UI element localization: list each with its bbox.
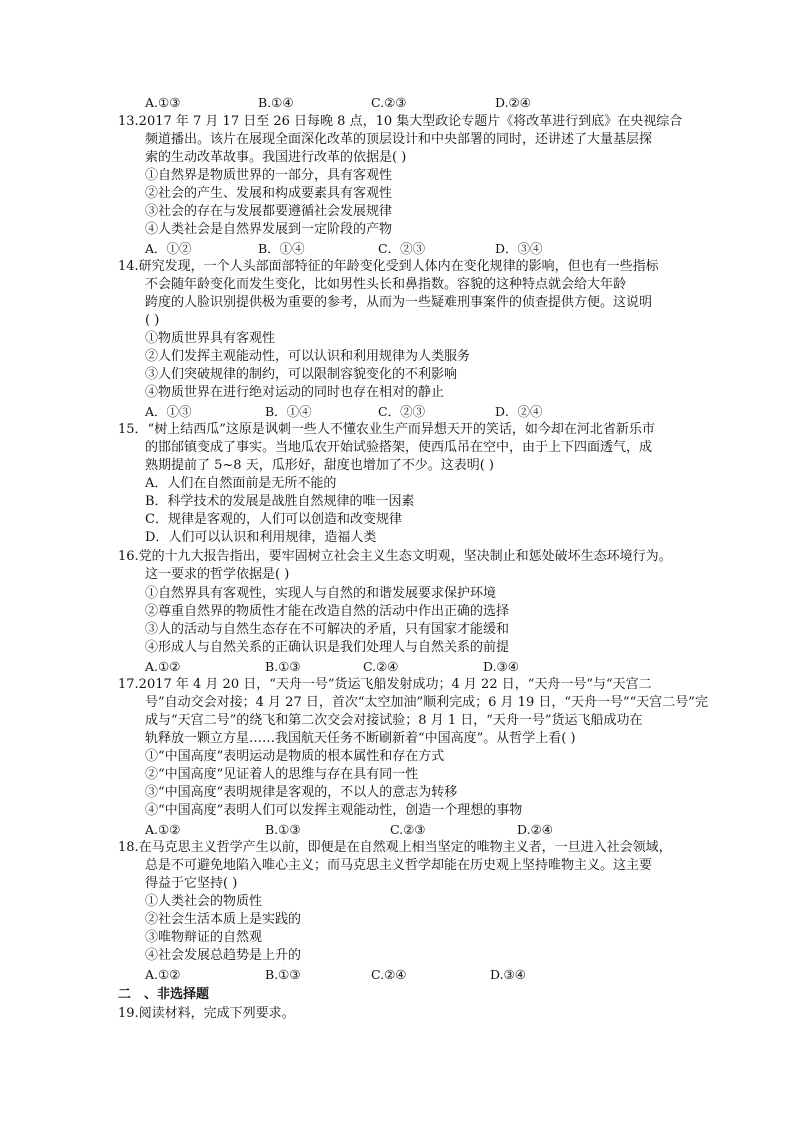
q12-option-a: A.①③	[145, 95, 181, 110]
q19-stem: 19.阅读材料，完成下列要求。	[118, 1006, 295, 1021]
q13-option-d: D．③④	[495, 241, 543, 256]
q15-option-b: B．科学技术的发展是战胜自然规律的唯一因素	[145, 494, 415, 509]
q17-item-3: ③“中国高度”表明规律是客观的，不以人的意志为转移	[145, 785, 458, 800]
q17-option-c: C.②③	[390, 822, 426, 837]
q17-stem-line-4: 轨释放一颗立方星……我国航天任务不断刷新着“中国高度”。从哲学上看( )	[145, 731, 576, 746]
q14-option-b: B．①④	[265, 404, 312, 419]
q18-item-3: ③唯物辩证的自然观	[145, 930, 263, 945]
q16-item-4: ④形成人与自然关系的正确认识是我们处理人与自然关系的前提	[145, 640, 510, 655]
q12-option-d: D.②④	[495, 95, 531, 110]
q14-stem-line-1: 14.研究发现，一个人头部面部特征的年龄变化受到人体内在变化规律的影响，但也有一些指标	[118, 259, 659, 274]
q16-option-a: A.①②	[145, 659, 181, 674]
q13-option-c: C．②③	[378, 241, 426, 256]
q13-stem-line-3: 索的生动改革故事。我国进行改革的依据是( )	[145, 150, 407, 165]
q15-stem-line-3: 熟期提前了 5~8 天，瓜形好，甜度也增加了不少。这表明( )	[145, 458, 494, 473]
q15-stem-line-2: 的邯邰镇变成了事实。当地瓜农开始试验搭架，使西瓜吊在空中，由于上下四面透气，成	[145, 440, 653, 455]
q13-option-a: A．①②	[145, 241, 192, 256]
q17-option-b: B.①③	[265, 822, 301, 837]
q15-option-a: A．人们在自然面前是无所不能的	[145, 476, 337, 491]
q18-option-a: A.①②	[145, 967, 181, 982]
q14-item-4: ④物质世界在进行绝对运动的同时也存在相对的静止	[145, 385, 445, 400]
q17-stem-line-3: 成与“天宫二号”的绕飞和第二次交会对接试验；8 月 1 日，“天舟一号”货运飞船成功在	[145, 713, 643, 728]
q18-stem-line-1: 18.在马克思主义哲学产生以前，即便是在自然观上相当坚定的唯物主义者，一旦进入社会领域，	[118, 840, 672, 855]
q14-option-c: C．②③	[378, 404, 426, 419]
q16-item-1: ①自然界具有客观性，实现人与自然的和谐发展要求保护环境	[145, 586, 497, 601]
q15-option-c: C．规律是客观的，人们可以创造和改变规律	[145, 512, 402, 527]
q18-item-4: ④社会发展总趋势是上升的	[145, 948, 302, 963]
q13-item-4: ④人类社会是自然界发展到一定阶段的产物	[145, 222, 393, 237]
section-heading-nonchoice: 二 、非选择题	[118, 987, 210, 1002]
q15-stem-line-1: 15．“树上结西瓜”这原是讽刺一些人不懂农业生产而异想天开的笑话，如今却在河北省新乐市	[118, 422, 655, 437]
q14-option-a: A．①③	[145, 404, 192, 419]
q18-item-1: ①人类社会的物质性	[145, 894, 263, 909]
q18-option-b: B.①③	[265, 967, 301, 982]
q17-item-4: ④“中国高度”表明人们可以发挥主观能动性，创造一个理想的事物	[145, 803, 523, 818]
q16-stem-line-2: 这一要求的哲学依据是( )	[145, 567, 290, 582]
q17-stem-line-1: 17.2017 年 4 月 20 日，“天舟一号”货运飞船发射成功；4 月 22 日，“天舟一号”与“天宫二	[118, 677, 652, 692]
q18-stem-line-3: 得益于它坚持( )	[145, 876, 238, 891]
q16-stem-line-1: 16.党的十九大报告指出，要牢固树立社会主义生态文明观，坚决制止和惩处破坏生态环境行为。	[118, 549, 672, 564]
q13-option-b: B．①④	[258, 241, 305, 256]
q14-item-1: ①物质世界具有客观性	[145, 331, 276, 346]
q18-stem-line-2: 总是不可避免地陷入唯心主义；而马克思主义哲学却能在历史观上坚持唯物主义。这主要	[145, 858, 653, 873]
q13-item-2: ②社会的产生、发展和构成要素具有客观性	[145, 186, 393, 201]
q16-option-b: B.①③	[265, 659, 301, 674]
q13-stem-line-2: 频道播出。该片在展现全面深化改革的顶层设计和中央部署的同时，还讲述了大量基层探	[145, 132, 653, 147]
q18-item-2: ②社会生活本质上是实践的	[145, 912, 302, 927]
q14-item-2: ②人们发挥主观能动性，可以认识和利用规律为人类服务	[145, 349, 471, 364]
q13-item-3: ③社会的存在与发展都要遵循社会发展规律	[145, 204, 393, 219]
q14-item-3: ③人们突破规律的制约，可以限制容貌变化的不利影响	[145, 367, 458, 382]
q16-option-d: D.③④	[483, 659, 519, 674]
q13-stem-line-1: 13.2017 年 7 月 17 日至 26 日每晚 8 点，10 集大型政论专题片《将改革进行到底》在央视综合	[118, 114, 683, 129]
q17-item-1: ①“中国高度”表明运动是物质的根本属性和存在方式	[145, 749, 445, 764]
q14-stem-line-3: 跨度的人脸识别提供极为重要的参考，从而为一些疑难刑事案件的侦查提供方便。这说明	[145, 295, 653, 310]
q14-stem-line-4: ( )	[145, 313, 160, 328]
q17-option-d: D.②④	[517, 822, 553, 837]
q14-option-d: D．②④	[495, 404, 543, 419]
q12-option-b: B.①④	[258, 95, 294, 110]
q17-item-2: ②“中国高度”见证着人的思维与存在具有同一性	[145, 767, 419, 782]
q13-item-1: ①自然界是物质世界的一部分，具有客观性	[145, 168, 393, 183]
q16-option-c: C.②④	[363, 659, 399, 674]
q14-stem-line-2: 不会随年龄变化而发生变化，比如男性头长和鼻指数。容貌的这种特点就会给大年龄	[145, 277, 627, 292]
q17-stem-line-2: 号”自动交会对接；4 月 27 日，首次“太空加油”顺利完成；6 月 19 日，“天舟一号”“天宫二号”完	[145, 695, 708, 710]
q12-option-c: C.②③	[371, 95, 407, 110]
q16-item-2: ②尊重自然界的物质性才能在改造自然的活动中作出正确的选择	[145, 604, 510, 619]
q16-item-3: ③人的活动与自然生态存在不可解决的矛盾，只有国家才能缓和	[145, 622, 510, 637]
q18-option-c: C.②④	[371, 967, 407, 982]
q15-option-d: D．人们可以认识和利用规律，造福人类	[145, 530, 377, 545]
q18-option-d: D.③④	[490, 967, 526, 982]
q17-option-a: A.①②	[145, 822, 181, 837]
